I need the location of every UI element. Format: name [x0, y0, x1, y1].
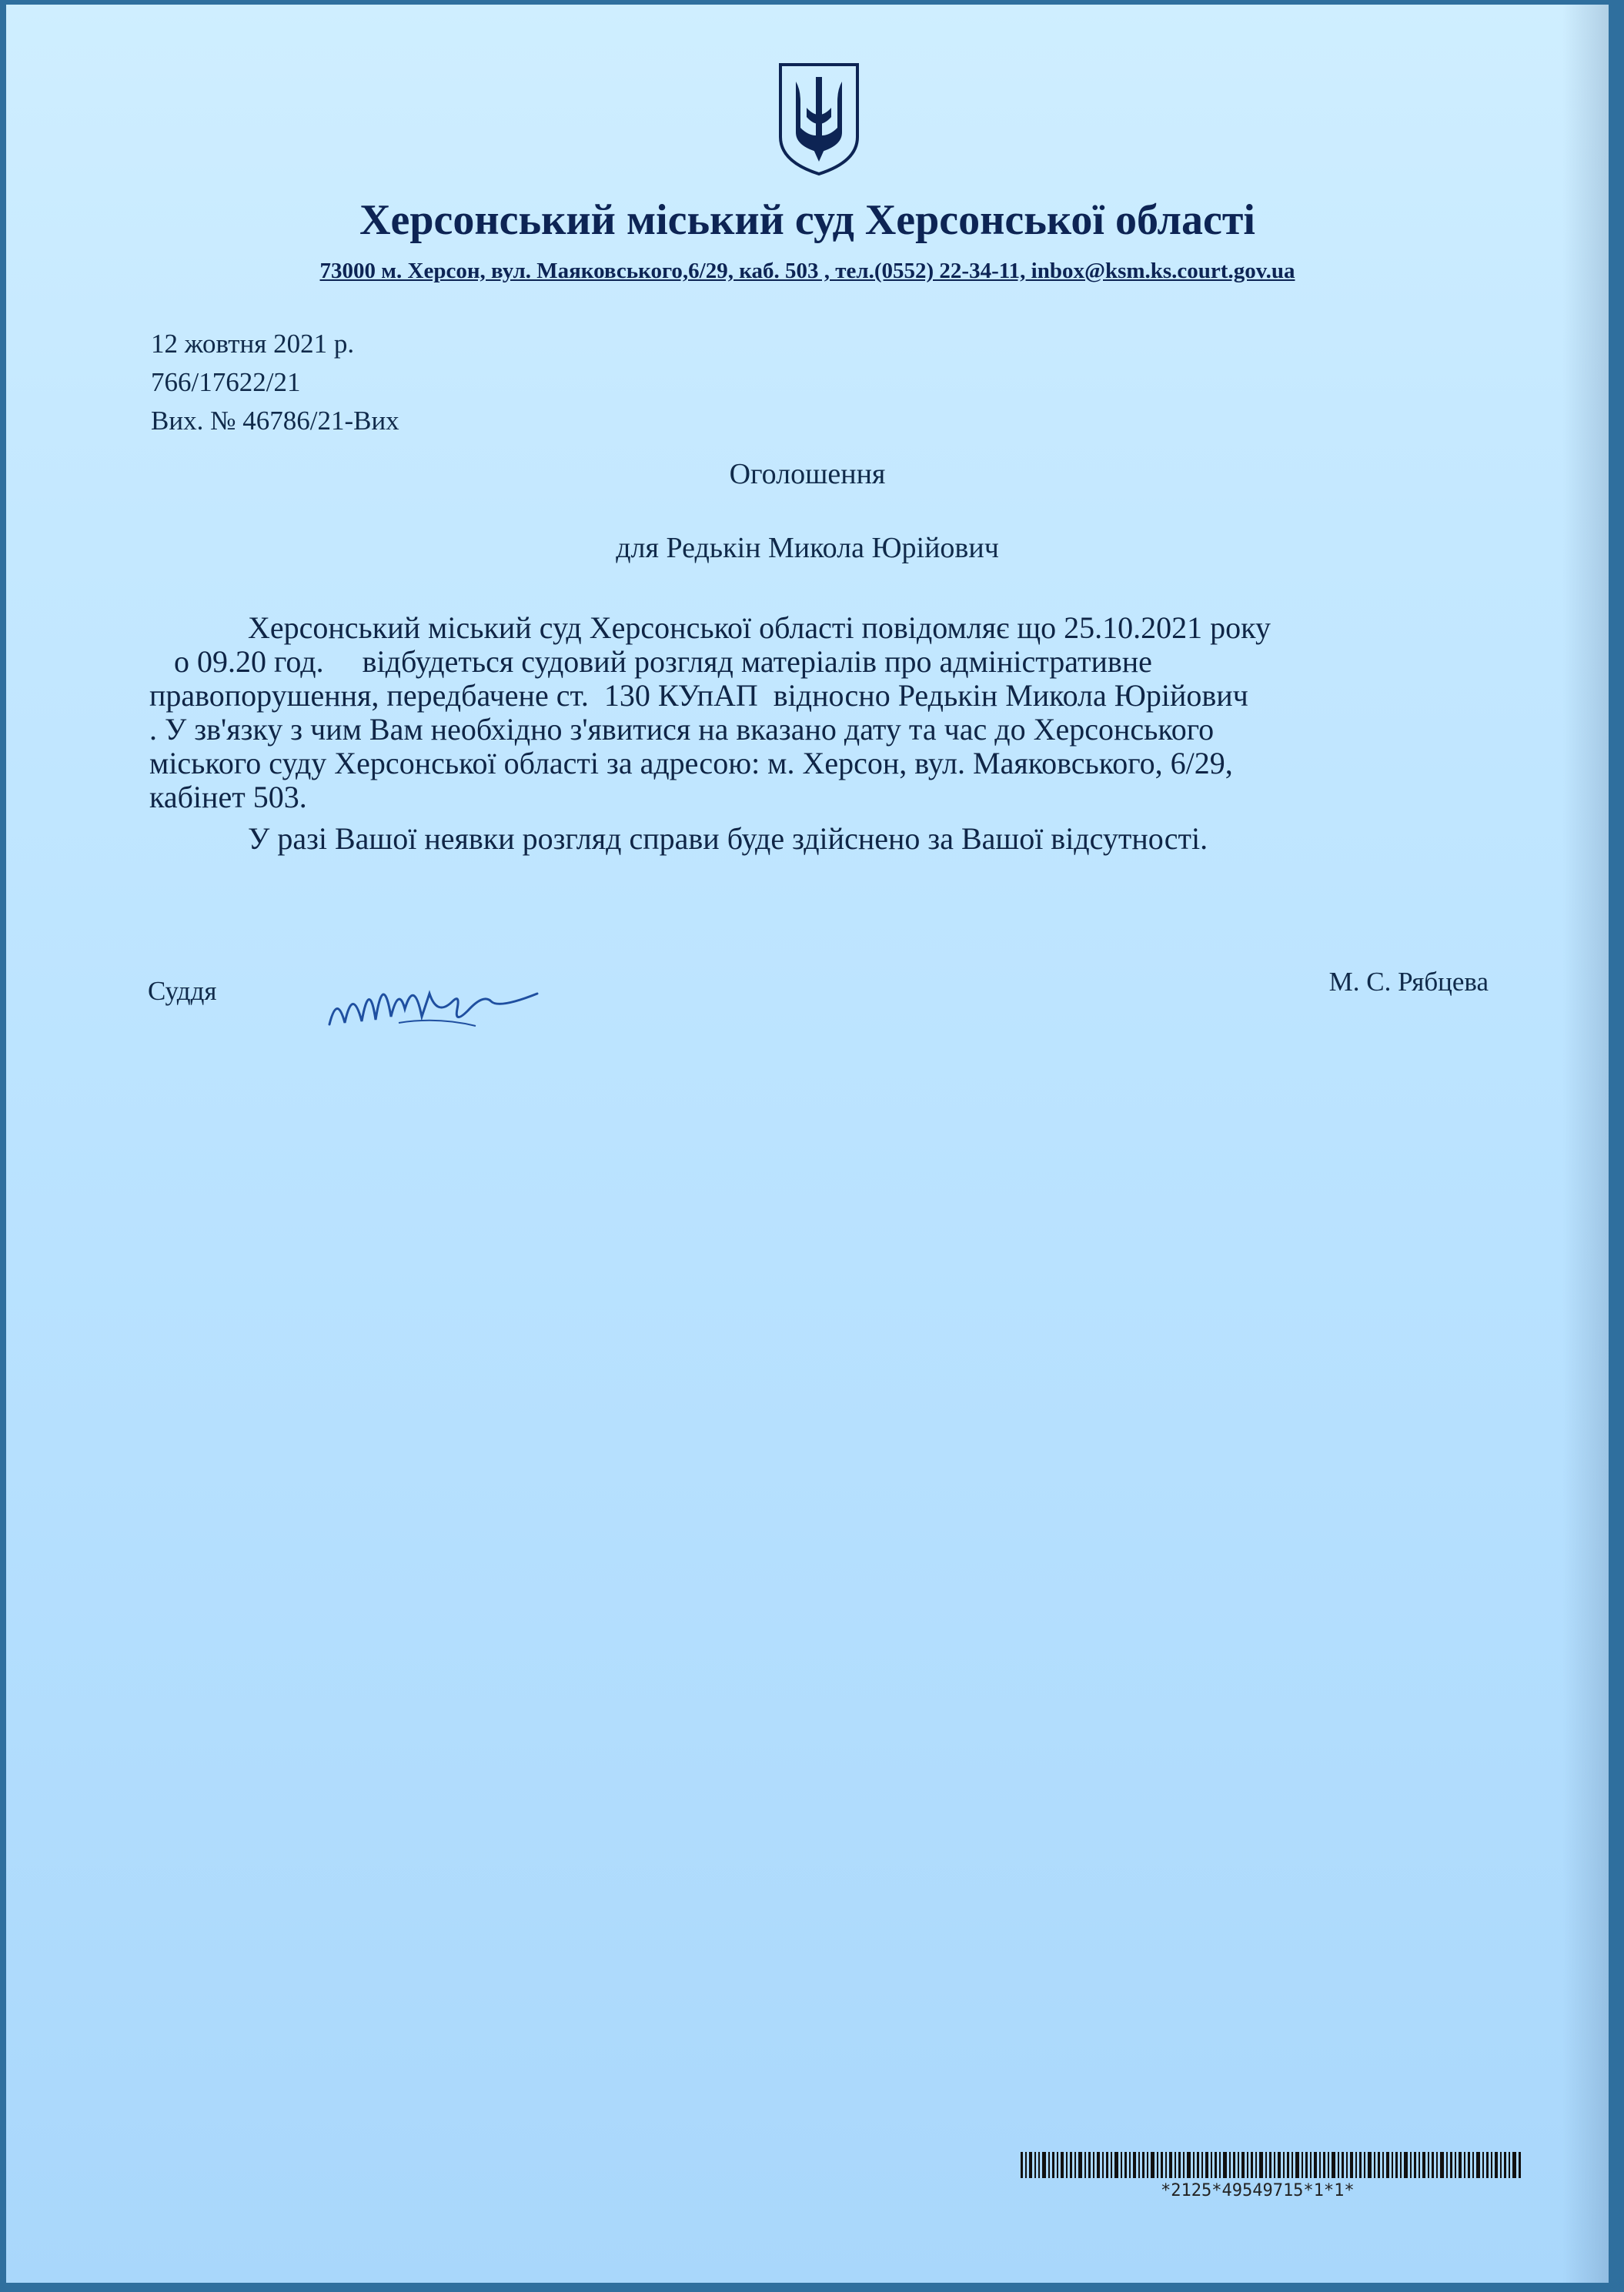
trident-emblem-icon — [776, 62, 862, 177]
court-title: Херсонський міський суд Херсонської області — [359, 196, 1255, 244]
body-line-3: правопорушення, передбачене ст. 130 КУпАП відносно Редькін Микола Юрійович — [149, 678, 1248, 713]
document-meta — [151, 325, 399, 440]
barcode-graphic — [1021, 2152, 1521, 2178]
judge-label: Суддя — [148, 976, 217, 1006]
court-address: 73000 м. Херсон, вул. Маяковського,6/29, каб. 503 , тел.(0552) 22-34-11, inbox@ksm.ks.court.gov.ua — [319, 259, 1295, 283]
body-line-5: міського суду Херсонської області за адресою: м. Херсон, вул. Маяковського, 6/29, — [149, 746, 1233, 780]
notice-recipient: для Редькін Микола Юрійович — [616, 532, 999, 564]
body-paragraph-2: У разі Вашої неявки розгляд справи буде здійснено за Вашої відсутності. — [248, 821, 1208, 856]
document-date: 12 жовтня 2021 р. — [151, 329, 355, 359]
body-line-2: о 09.20 год. відбудеться судовий розгляд матеріалів про адміністративне — [174, 644, 1152, 679]
body-line-1: Херсонський міський суд Херсонської області повідомляє що 25.10.2021 року — [248, 610, 1271, 645]
judge-name: М. С. Рябцева — [1328, 967, 1489, 997]
notice-title: Оголошення — [729, 458, 886, 490]
page-edge-shadow — [1562, 5, 1609, 2283]
handwritten-signature — [322, 963, 545, 1047]
document-page — [6, 5, 1609, 2283]
barcode-text: *2125*49549715*1*1* — [1161, 2181, 1355, 2200]
body-line-4: . У зв'язку з чим Вам необхідно з'явитися на вказано дату та час до Херсонського — [149, 712, 1215, 747]
body-line-6: кабінет 503. — [149, 780, 307, 814]
case-number: 766/17622/21 — [151, 367, 301, 397]
outgoing-number: Вих. № 46786/21-Вих — [151, 406, 399, 436]
notice-body — [149, 611, 1519, 856]
